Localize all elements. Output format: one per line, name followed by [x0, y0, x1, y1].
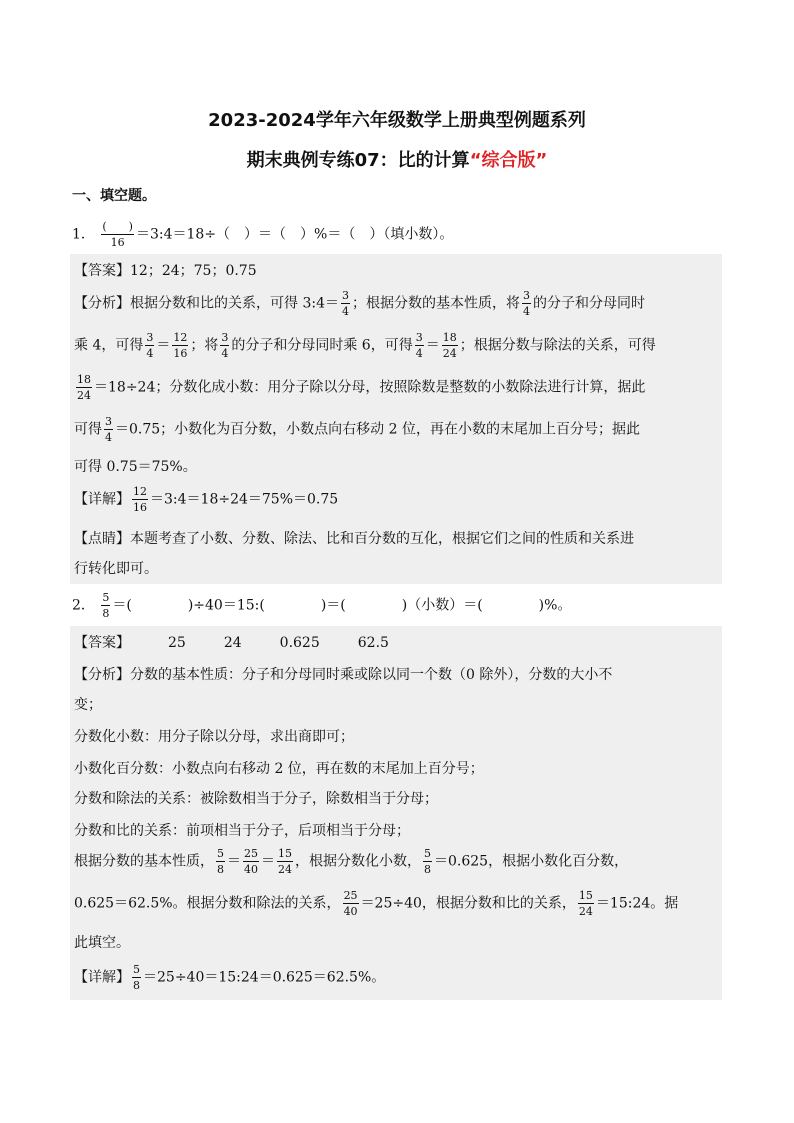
fraction: $\frac{18}{24}$: [77, 373, 91, 402]
analysis-line-2: 变；: [74, 697, 102, 713]
fraction: $\frac{18}{24}$: [442, 331, 457, 360]
analysis-line-5: 分数和除法的关系：被除数相当于分子，除数相当于分母；: [74, 791, 438, 807]
analysis-line-6: 分数和比的关系：前项相当于分子，后项相当于分母；: [74, 823, 410, 839]
fraction: $\frac{3}{4}$: [522, 289, 530, 318]
fraction: $\frac{15}{24}$: [278, 847, 292, 876]
document-subtitle: [0, 146, 794, 172]
fraction: $\frac{3}{4}$: [105, 415, 112, 444]
solution-box-2: [70, 626, 722, 1000]
answer-line: [74, 632, 389, 652]
fraction: $\frac{12}{16}$: [133, 485, 147, 514]
detail-line: 【详解】 $\frac{5}{8}$ ＝25÷40＝15:24＝0.625＝62.5%。: [74, 963, 386, 992]
analysis-line-7: 根据分数的基本性质， $\frac{5}{8}$ ＝ $\frac{25}{40}$ ＝ $\frac{15}{24}$ ，根据分数化小数， $\frac{5}{8}$ ＝0.625，根据小数化百分数，: [74, 847, 629, 876]
fraction: $\frac{3}{4}$: [415, 331, 423, 360]
fraction: $\frac{( )}{16}$: [102, 220, 133, 249]
question-text: ＝( )÷40＝15:( )＝( )（小数）＝( )%。: [112, 597, 572, 614]
solution-box-1: [70, 254, 722, 584]
analysis-line-8: 0.625＝62.5%。根据分数和除法的关系， $\frac{25}{40}$ ＝25÷40，根据分数和比的关系， $\frac{15}{24}$ ＝15:24。据: [74, 889, 679, 918]
fraction: $\frac{15}{24}$: [578, 889, 593, 918]
fraction: $\frac{5}{8}$: [133, 963, 140, 992]
point-line-2: 行转化即可。: [74, 561, 158, 577]
answer-line: [74, 260, 257, 280]
answer-4: 62.5: [357, 635, 389, 651]
analysis-label: 【分析】: [74, 295, 130, 312]
question-text: ＝3:4＝18÷（ ）＝（ ）%＝（ ）（填小数）。: [135, 226, 454, 243]
fraction: $\frac{12}{16}$: [173, 331, 188, 360]
fraction: $\frac{25}{40}$: [244, 847, 258, 876]
section-heading: 一、填空题。: [72, 188, 156, 204]
fraction: $\frac{3}{4}$: [341, 289, 349, 318]
analysis-line-1: 【分析】分数的基本性质：分子和分母同时乘或除以同一个数（0 除外），分数的大小不: [74, 667, 613, 683]
fraction: $\frac{25}{40}$: [343, 889, 358, 918]
subtitle-highlight: “综合版”: [469, 150, 548, 171]
analysis-line-3: $\frac{18}{24}$ ＝18÷24；分数化成小数：用分子除以分母，按照除数是整数的小数除法进行计算，据此: [77, 373, 646, 402]
point-line-1: 【点睛】本题考查了小数、分数、除法、比和百分数的互化，根据它们之间的性质和关系进: [74, 531, 634, 547]
analysis-line-3: 分数化小数：用分子除以分母，求出商即可；: [74, 729, 354, 745]
analysis-line-5: 可得 0.75＝75%。: [74, 459, 197, 475]
fraction: $\frac{5}{8}$: [217, 847, 224, 876]
analysis-line-4: 小数化百分数：小数点向右移动 2 位，再在数的末尾加上百分号；: [74, 761, 484, 777]
answer-1: 25: [168, 635, 186, 651]
analysis-line-2: 乘 4，可得 $\frac{3}{4}$ ＝ $\frac{12}{16}$ ；将 $\frac{3}{4}$ 的分子和分母同时乘 6，可得 $\frac{3}{4}$ ＝ $\frac{18}{24}$ ；根据分数与除法的关系，可得: [74, 331, 656, 360]
fraction: $\frac{5}{8}$: [424, 847, 431, 876]
point-label: 【点睛】: [74, 531, 130, 547]
analysis-line-9: 此填空。: [74, 935, 130, 951]
answer-label: 【答案】: [74, 635, 130, 651]
document-title: 2023-2024学年六年级数学上册典型例题系列: [208, 110, 586, 131]
answer-3: 0.625: [279, 635, 320, 651]
analysis-label: 【分析】: [74, 667, 130, 683]
detail-line: 【详解】 $\frac{12}{16}$ ＝3:4＝18÷24＝75%＝0.75: [74, 485, 339, 514]
subtitle-main: 期末典例专练07：比的计算: [246, 150, 470, 171]
detail-label: 【详解】: [74, 491, 130, 508]
question-2: [72, 592, 571, 619]
fraction: $\frac{5}{8}$: [102, 591, 110, 620]
detail-label: 【详解】: [74, 969, 130, 986]
fraction: $\frac{3}{4}$: [146, 331, 154, 360]
answer-label: 【答案】: [74, 263, 130, 279]
fraction: $\frac{3}{4}$: [221, 331, 229, 360]
question-1: [72, 221, 453, 248]
analysis-line-4: 可得 $\frac{3}{4}$ ＝0.75；小数化为百分数，小数点向右移动 2 位，再在小数的末尾加上百分号；据此: [74, 415, 640, 444]
question-number: 2．: [72, 597, 95, 614]
analysis-line-1: 【分析】根据分数和比的关系，可得 3:4＝ $\frac{3}{4}$ ；根据分数的基本性质，将 $\frac{3}{4}$ 的分子和分母同时: [74, 289, 645, 318]
question-number: 1．: [72, 226, 95, 243]
answer-2: 24: [223, 635, 242, 651]
answer-text: 12；24；75；0.75: [130, 263, 257, 279]
